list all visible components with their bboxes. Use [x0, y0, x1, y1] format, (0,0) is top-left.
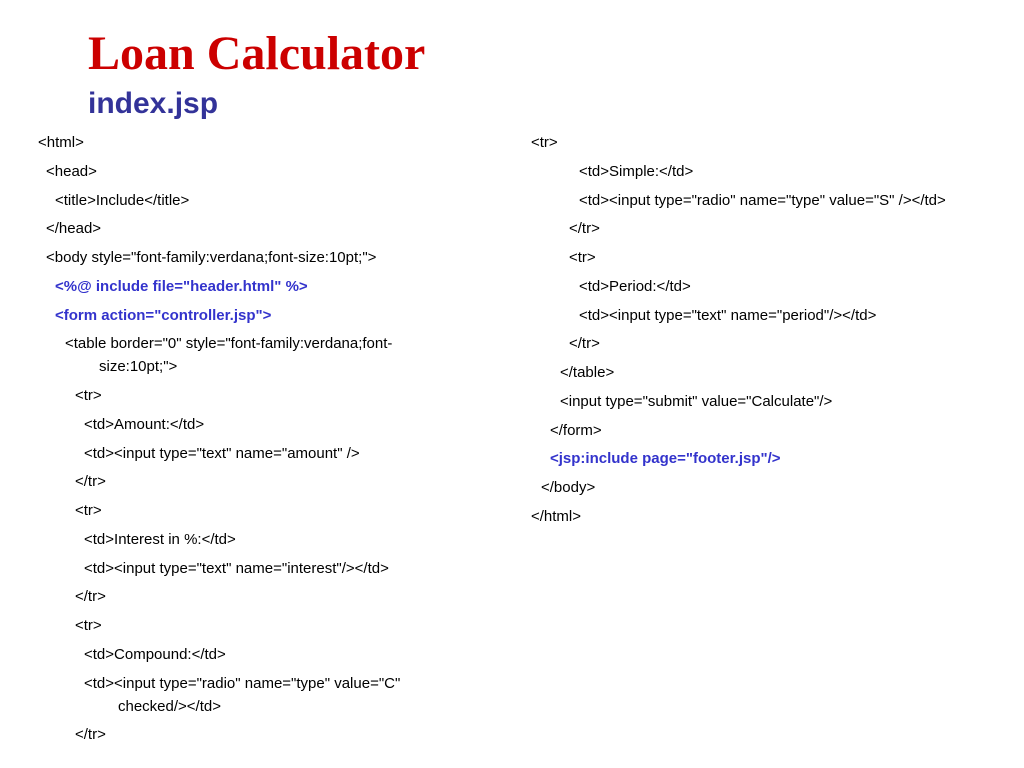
code-line: </form>: [550, 421, 602, 439]
code-line: <tr>: [569, 249, 596, 266]
code-line: <td><input type="text" name="interest"/></td>: [84, 559, 389, 577]
code-line: <td>Interest in %:</td>: [84, 530, 236, 548]
code-line: <tr>: [531, 134, 558, 151]
slide-subtitle: index.jsp: [88, 87, 219, 120]
code-line: <form action="controller.jsp">: [55, 306, 272, 324]
code-line: <td><input type="text" name="amount" />: [84, 444, 360, 462]
code-line: </table>: [560, 364, 615, 381]
code-line: <head>: [46, 162, 97, 180]
code-line: <td>Compound:</td>: [84, 645, 226, 663]
code-line: <html>: [38, 134, 84, 151]
code-line: </tr>: [75, 473, 106, 491]
code-line: <table border="0" style="font-family:verdana;font-size:10pt;">: [65, 335, 393, 376]
code-line: <tr>: [75, 502, 102, 519]
code-line: </tr>: [75, 726, 106, 744]
code-line: <td><input type="radio" name="type" value="S" /></td>: [579, 191, 946, 209]
code-line: </head>: [46, 220, 102, 238]
code-line: <td><input type="radio" name="type" value="C" checked/></td>: [84, 674, 401, 715]
code-column-left: [0, 131, 470, 752]
code-line: <tr>: [75, 617, 102, 634]
code-line: <td>Simple:</td>: [579, 162, 694, 180]
slide-title: Loan Calculator: [88, 27, 426, 80]
code-line: </body>: [541, 479, 596, 496]
code-line: <%@ include file="header.html" %>: [55, 277, 308, 295]
code-line: </tr>: [569, 335, 600, 353]
code-line: <td>Amount:</td>: [84, 415, 205, 433]
code-line: </tr>: [569, 220, 600, 238]
code-line: <td>Period:</td>: [579, 277, 691, 295]
code-line: </html>: [531, 507, 582, 525]
code-line: <body style="font-family:verdana;font-size:10pt;">: [46, 249, 377, 266]
code-line: <td><input type="text" name="period"/></td>: [579, 306, 877, 324]
code-line: <tr>: [75, 387, 102, 404]
code-line: </tr>: [75, 588, 106, 606]
code-column-right: [494, 131, 1014, 534]
code-line: <input type="submit" value="Calculate"/>: [560, 392, 833, 410]
code-line: <title>Include</title>: [55, 191, 190, 209]
code-line: <jsp:include page="footer.jsp"/>: [550, 450, 781, 468]
